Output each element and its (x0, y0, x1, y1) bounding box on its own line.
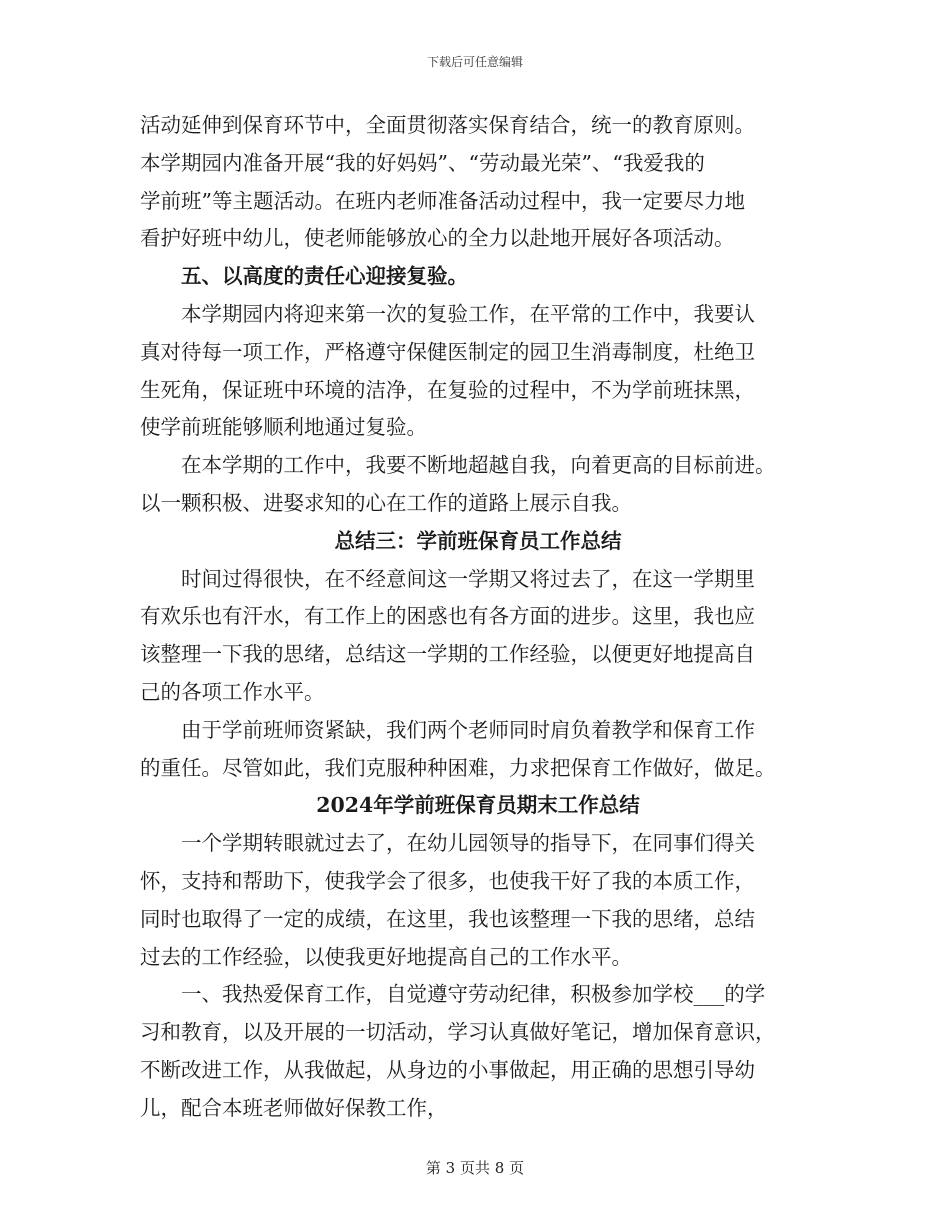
paragraph-line: 真对待每一项工作，严格遵守保健医制定的园卫生消毒制度，杜绝卫 (140, 339, 755, 364)
paragraph-line: 一、我热爱保育工作，自觉遵守劳动纪律，积极参加学校___的学 (181, 982, 766, 1007)
paragraph-line: 时间过得很快，在不经意间这一学期又将过去了，在这一学期里 (181, 566, 755, 591)
section-heading: 2024年学前班保育员期末工作总结 (316, 793, 640, 818)
paragraph-line: 过去的工作经验，以使我更好地提高自己的工作水平。 (140, 944, 632, 969)
paragraph-line: 一个学期转眼就过去了，在幼儿园领导的指导下，在同事们得关 (181, 831, 755, 856)
paragraph-line: 有欢乐也有汗水，有工作上的困惑也有各方面的进步。这里，我也应 (140, 604, 755, 629)
paragraph-line: 己的各项工作水平。 (140, 679, 325, 704)
paragraph-line: 儿，配合本班老师做好保教工作， (140, 1095, 448, 1120)
paragraph-line: 使学前班能够顺利地通过复验。 (140, 415, 427, 440)
paragraph-line: 由于学前班师资紧缺，我们两个老师同时肩负着教学和保育工作 (181, 717, 755, 742)
document-body (140, 107, 816, 1128)
paragraph-line: 活动延伸到保育环节中，全面贯彻落实保育结合，统一的教育原则。 (140, 113, 755, 137)
section-heading: 五、以高度的责任心迎接复验。 (181, 264, 468, 289)
paragraph-line: 本学期园内准备开展“我的好妈妈”、“劳动最光荣”、“我爱我的 (140, 150, 705, 175)
paragraph-line: 怀，支持和帮助下，使我学会了很多，也使我干好了我的本质工作， (140, 868, 755, 893)
paragraph-line: 在本学期的工作中，我要不断地超越自我，向着更高的目标前进。 (181, 453, 776, 478)
paragraph-line: 不断改进工作，从我做起，从身边的小事做起，用正确的思想引导幼 (140, 1057, 755, 1082)
paragraph-line: 本学期园内将迎来第一次的复验工作，在平常的工作中，我要认 (181, 301, 755, 326)
paragraph-line: 生死角，保证班中环境的洁净，在复验的过程中，不为学前班抹黑， (140, 377, 755, 402)
paragraph-line: 看护好班中幼儿，使老师能够放心的全力以赴地开展好各项活动。 (140, 226, 735, 251)
page-header: 下载后可任意编辑 (426, 55, 523, 69)
paragraph-line: 以一颗积极、进娶求知的心在工作的道路上展示自我。 (140, 490, 632, 515)
paragraph-line: 的重任。尽管如此，我们克服种种困难，力求把保育工作做好，做足。 (140, 755, 776, 780)
paragraph-line: 学前班”等主题活动。在班内老师准备活动过程中，我一定要尽力地 (140, 188, 745, 213)
paragraph-line: 同时也取得了一定的成绩，在这里，我也该整理一下我的思绪，总结 (140, 906, 755, 931)
section-heading: 总结三：学前班保育员工作总结 (334, 528, 622, 553)
paragraph-line: 习和教育，以及开展的一切活动，学习认真做好笔记，增加保育意识， (140, 1020, 776, 1045)
paragraph-line: 该整理一下我的思绪，总结这一学期的工作经验，以便更好地提高自 (140, 642, 755, 667)
page-footer: 第 3 页共 8 页 (425, 1159, 525, 1177)
